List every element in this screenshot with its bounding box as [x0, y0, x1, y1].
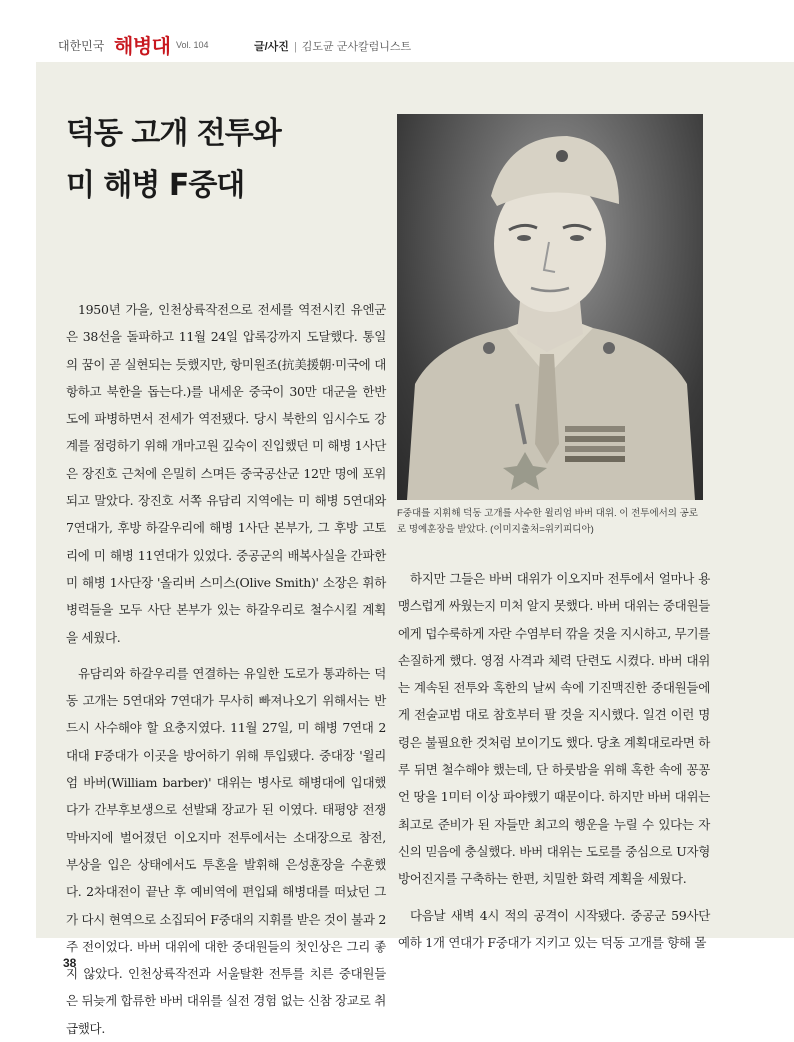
magazine-name: 대한민국 — [58, 39, 105, 53]
photo-caption: F중대를 지휘해 덕동 고개를 사수한 윌리엄 바버 대위. 이 전투에서의 공로로 명예훈장을 받았다. (이미지출처=위키피디아) — [397, 508, 698, 535]
author-name: 김도균 군사칼럼니스트 — [301, 41, 412, 53]
portrait-photo — [397, 114, 703, 500]
title-line-1: 덕동 고개 전투와 — [66, 116, 281, 151]
article-title — [66, 108, 386, 212]
page-number: 38 — [63, 956, 77, 970]
body-paragraph: 하지만 그들은 바버 대위가 이오지마 전투에서 얼마나 용맹스럽게 싸웠는지 미처 알지 못했다. 바버 대위는 중대원들에게 덥수룩하게 자란 수염부터 깎을 것을 지시하고, 무기를 손질하게 했다. 영점 사격과 체력 단련도 시켰다. 바버 대위는 계속된 전투와 혹한의 날씨 속에 기진맥진한 중대원들에게 전술교범 대로 참호부터 팔 것을 지시했다. 일견 이런 명령은 불필요한 것처럼 보이기도 했다. 당초 계획대로라면 하루 뒤면 철수해야 했는데, 단 하룻밤을 위해 혹한 속에 꽁꽁 언 땅을 1미터 이상 파야했기 때문이다. 하지만 바버 대위는 최고로 준비가 된 자들만 최고의 행운을 누릴 수 있다는 자신의 믿음에 충실했다. 바버 대위는 도로를 중심으로 U자형 방어진지를 구축하는 한편, 치밀한 화력 계획을 세웠다. — [398, 571, 710, 887]
body-paragraph: 유담리와 하갈우리를 연결하는 유일한 도로가 통과하는 덕동 고개는 5연대와 7연대가 무사히 빠져나오기 위해서는 반드시 사수해야 할 요충지였다. 11월 27일, 미 해병 7연대 2대대 F중대가 이곳을 방어하기 위해 투입됐다. 중대장 '윌리엄 바버(William barber)' 대위는 병사로 해병대에 입대했다가 간부후보생으로 선발돼 장교가 된 이였다. 태평양 전쟁 막바지에 벌어졌던 이오지마 전투에서는 소대장으로 참전, 부상을 입은 상태에서도 투혼을 발휘해 은성훈장을 수훈했다. 2차대전이 끝난 후 예비역에 편입돼 해병대를 떠났던 그가 다시 현역으로 소집되어 F중대의 지휘를 받은 것이 불과 2주 전이었다. 바버 대위에 대한 중대원들의 첫인상은 그리 좋지 않았다. 인천상륙작전과 서울탈환 전투를 치른 중대원들은 뒤늦게 합류한 바버 대위를 실전 경험 없는 신참 장교로 취급했다. — [66, 665, 386, 1036]
body-paragraph: 다음날 새벽 4시 적의 공격이 시작됐다. 중공군 59사단 예하 1개 연대가 F중대가 지키고 있는 덕동 고개를 향해 몰 — [398, 907, 710, 950]
volume-number: Vol. 104 — [176, 40, 209, 50]
body-paragraph: 1950년 가을, 인천상륙작전으로 전세를 역전시킨 유엔군은 38선을 돌파하고 11월 24일 압록강까지 도달했다. 통일의 꿈이 곧 실현되는 듯했지만, 항미원조(抗美援朝·미국에 대항하고 북한을 돕는다.)를 내세운 중국이 30만 대군을 한반도에 파병하면서 전세가 역전됐다. 당시 북한의 임시수도 강계를 점령하기 위해 개마고원 깊숙이 진입했던 미 해병 1사단은 장진호 근처에 은밀히 스며든 중국공산군 12만 명에 포위되고 말았다. 장진호 서쪽 유담리 지역에는 미 해병 5연대와 7연대가, 후방 하갈우리에 해병 1사단 본부가, 그 후방 고토리에 미 해병 11연대가 있었다. 중공군의 배복사실을 간파한 미 해병 1사단장 '올리버 스미스(Olive Smith)' 소장은 휘하 병력들을 모두 사단 본부가 있는 하갈우리로 철수시킬 계획을 세웠다. — [66, 302, 386, 645]
page-header — [0, 0, 794, 62]
body-column-left — [66, 296, 386, 1042]
credit-separator: | — [293, 41, 297, 53]
title-line-2: 미 해병 F중대 — [66, 168, 245, 203]
body-column-right — [398, 565, 710, 956]
credit-label: 글/사진 — [254, 41, 289, 53]
brand-logo-text: 해병대 — [114, 36, 171, 58]
author-credit — [254, 38, 411, 54]
portrait-illustration — [397, 114, 703, 500]
